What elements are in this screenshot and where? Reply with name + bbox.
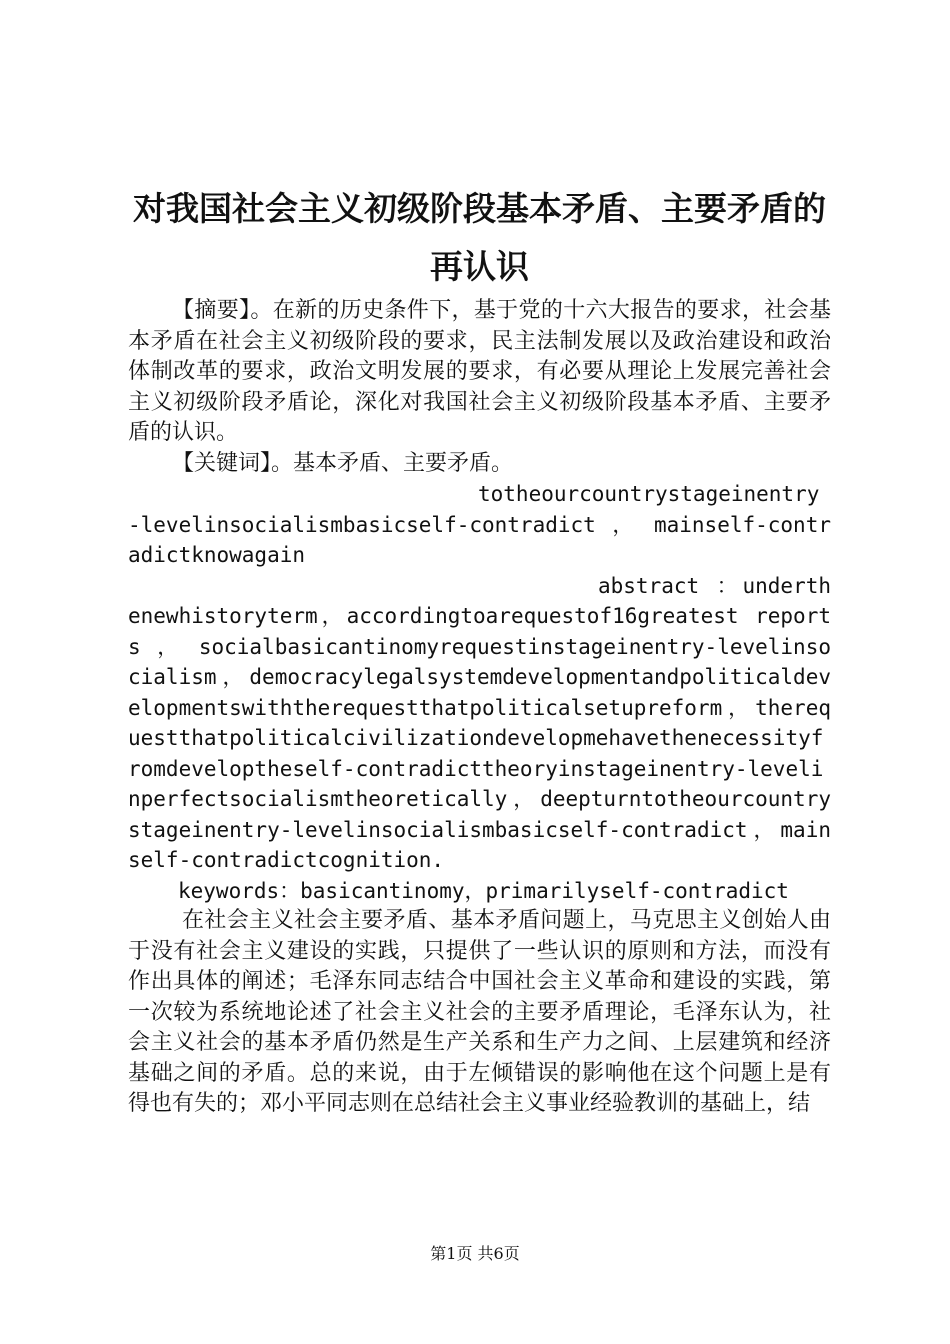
page-number: 第1页 共6页 — [430, 1244, 520, 1263]
body-paragraph: 在社会主义社会主要矛盾、基本矛盾问题上，马克思主义创始人由于没有社会主义建设的实践，只提供了一些认识的原则和方法，而没有作出具体的阐述；毛泽东同志结合中国社会主义革命和建设的实践，第一次较为系统地论述了社会主义社会的主要矛盾理论，毛泽东认为，社会主义社会的基本矛盾仍然是生产关系和生产力之间、上层建筑和经济基础之间的矛盾。总的来说，由于左倾错误的影响他在这个问题上是有得也有失的；邓小平同志则在总结社会主义事业经验教训的基础上，结 — [128, 908, 831, 1116]
abstract-en: abstract ：underthenewhistoryterm，accordingtoarequestof16greatest reports ， socialbasicantinomyrequestinstageinentry-levelinsocialism，democracylegalsystemdevelopmentandpoliticaldevelopmentswiththerequestthatpoliticalsetupreform，therequestthatpoliticalcivilizationdevelopmehavethenecessityfromdeveloptheself-contradicttheoryinstageinentry-levelinperfectsocialismtheoretically，deepturntotheourcountrystageinentry-levelinsocialismbasicself-contradict，mainself-contradictcognition. — [128, 573, 831, 872]
abstract-cn: 【摘要】。在新的历史条件下，基于党的十六大报告的要求，社会基本矛盾在社会主义初级阶段的要求，民主法制发展以及政治建设和政治体制改革的要求，政治文明发展的要求，有必要从理论上发展完善社会主义初级阶段矛盾论，深化对我国社会主义初级阶段基本矛盾、主要矛盾的认识。 — [128, 298, 831, 445]
document-title: 对我国社会主义初级阶段基本矛盾、主要矛盾的再认识 — [133, 189, 826, 286]
keywords-cn: 【关键词】。基本矛盾、主要矛盾。 — [172, 450, 514, 476]
keywords-en: keywords：basicantinomy，primarilyself-contradict — [178, 878, 789, 903]
document-body — [128, 180, 831, 1150]
title-en: totheourcountrystageinentry-levelinsocialismbasicself-contradict ， mainself-contradictknowagain — [128, 482, 831, 567]
